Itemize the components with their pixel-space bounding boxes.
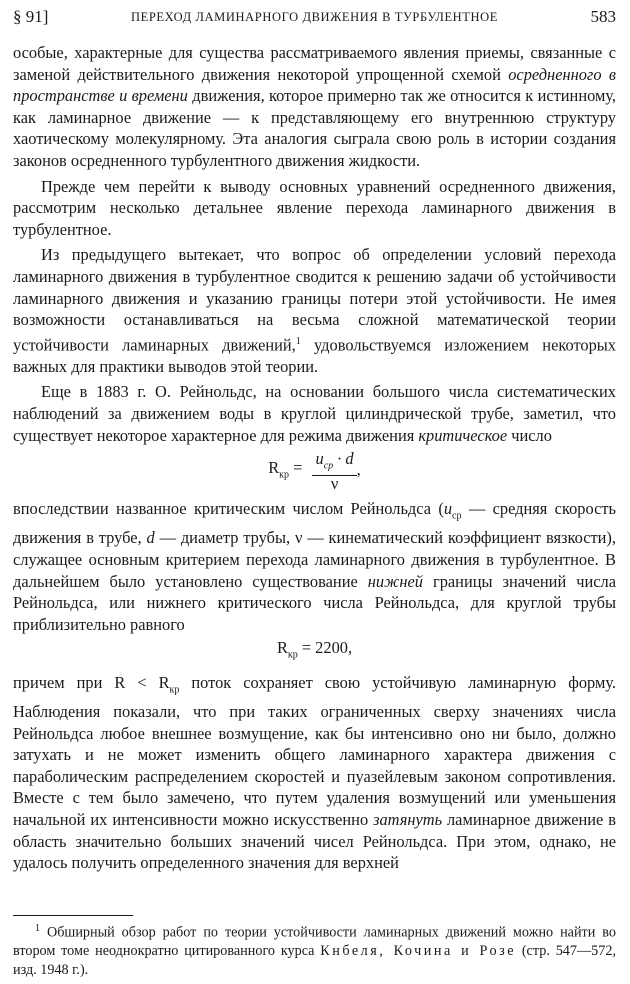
symbol-r: R: [276, 638, 288, 658]
text-run: движения, которое примерно так же относится к истинному, как ламинарное движение — к представляющему его внутреннюю структуру хаотическому молекулярному. Эта аналогия сыграла свою роль в истории создания законов осредненного турбулентного движения жидкости.: [13, 86, 616, 170]
footnote-reference: 1: [295, 335, 301, 347]
page-header: [13, 7, 616, 29]
formula-comma: ,: [356, 460, 361, 480]
fraction: [312, 450, 356, 492]
italic-text: затянуть: [373, 810, 443, 829]
italic-text: критическое: [418, 425, 508, 445]
paragraph-1: [13, 42, 616, 172]
text-run: ламинарное движение в область значительно больших значений чисел Рейнольдса. При этом, однако, не удалось получить определенного значения для верхней: [13, 810, 616, 873]
subscript: кр: [279, 468, 290, 480]
spaced-authors: Кнбеля, Кочина и Розе: [320, 943, 517, 960]
symbol-u: u: [315, 449, 324, 469]
page-number: 583: [590, 7, 616, 26]
subscript: ср: [323, 460, 334, 472]
text-run: — кинематический коэффициент вязкости), служащее основным критерием перехода ламинарного движения в турбулентное. В дальнейшем было установлено существование: [13, 528, 616, 591]
text-run: (стр. 547—572, изд. 1948 г.).: [13, 943, 616, 978]
inequality: R < R: [114, 673, 170, 693]
footnote-rule: [13, 915, 133, 916]
text-run: поток сохраняет свою устойчивую ламинарную форму. Наблюдения показали, что при таких ограниченных сверху значениях числа Рейнольдса любое внешнее возмущение, как бы интенсивно оно ни было, должно затухать и не может изменить общего ламинарного характера движения с параболическим распределением скоростей и пуазейлевым законом сопротивления. Вместе с тем было замечено, что путем удаления возмущений или уменьшения начальной их интенсивности можно искусственно: [13, 673, 616, 829]
text-run: особые, характерные для существа рассматриваемого явления приемы, связанные с заменой действительного движения некоторой упрощенной схемой: [13, 43, 616, 84]
equals-sign: =: [289, 457, 303, 477]
section-number: § 91]: [13, 7, 49, 26]
formula-lower-critical: [13, 637, 616, 666]
text-run: Из предыдущего вытекает, что вопрос об определении условий перехода ламинарного движения в турбулентное сводится к решению задачи об устойчивости ламинарного движения и указанию границы потери этой устойчивости. Не имея возможности останавливаться на весьма сложной математической теории устойчивости ламинарных движений,: [13, 245, 616, 355]
text-run: причем при: [13, 673, 115, 693]
text-run: удовольствуемся изложением некоторых важных для практики выводов этой теории.: [13, 335, 616, 376]
text-run: границы значений числа Рейнольдса, или нижнего критического числа Рейнольдса, для круглой трубы приблизительно равного: [13, 571, 616, 634]
subscript: кр: [169, 684, 180, 696]
numerator-rest: · d: [333, 449, 354, 469]
symbol-r: R: [268, 457, 280, 477]
footnote-mark: 1: [35, 923, 40, 934]
symbol-nu: ν: [294, 528, 303, 548]
paragraph-4: [13, 381, 616, 446]
text-run: Еще в 1883 г. О. Рейнольдс, на основании большого числа систематических наблюдений за движением воды в круглой цилиндрической трубе, заметил, что существует некоторое характерное для режима движения: [13, 382, 616, 445]
running-title: ПЕРЕХОД ЛАМИНАРНОГО ДВИЖЕНИЯ В ТУРБУЛЕНТНОЕ: [130, 10, 499, 24]
subscript: кр: [287, 649, 298, 661]
formula-critical-reynolds: [13, 450, 616, 492]
paragraph-5: [13, 498, 616, 635]
fraction-numerator: [312, 450, 356, 476]
paragraph-6: [13, 672, 616, 874]
text-run: — средняя скорость движения в трубе,: [13, 499, 616, 548]
paragraph-2: Прежде чем перейти к выводу основных уравнений осредненного движения, рассмотрим несколько детальнее явление перехода ламинарного движения в турбулентное.: [13, 176, 616, 239]
symbol-d: d: [146, 528, 155, 548]
footnote-text: [13, 920, 616, 979]
subscript: ср: [452, 510, 462, 522]
text-run: — диаметр трубы,: [154, 528, 295, 548]
formula-lhs: [268, 457, 303, 480]
footnote: [13, 920, 616, 979]
text-run: Обширный обзор работ по теории устойчивости ламинарных движений можно найти во втором томе неоднократно цитированного курса: [13, 924, 616, 960]
paragraph-3: [13, 244, 616, 377]
symbol-u: u: [443, 499, 453, 519]
text-run: число: [507, 425, 552, 445]
text-run: впоследствии названное критическим числом Рейнольдса (: [13, 499, 444, 519]
formula-value: = 2200,: [297, 638, 353, 658]
italic-text: осредненного в пространстве и времени: [13, 64, 616, 106]
body-text: [13, 42, 616, 874]
italic-text: нижней: [367, 571, 423, 591]
fraction-denominator: ν: [330, 474, 339, 494]
